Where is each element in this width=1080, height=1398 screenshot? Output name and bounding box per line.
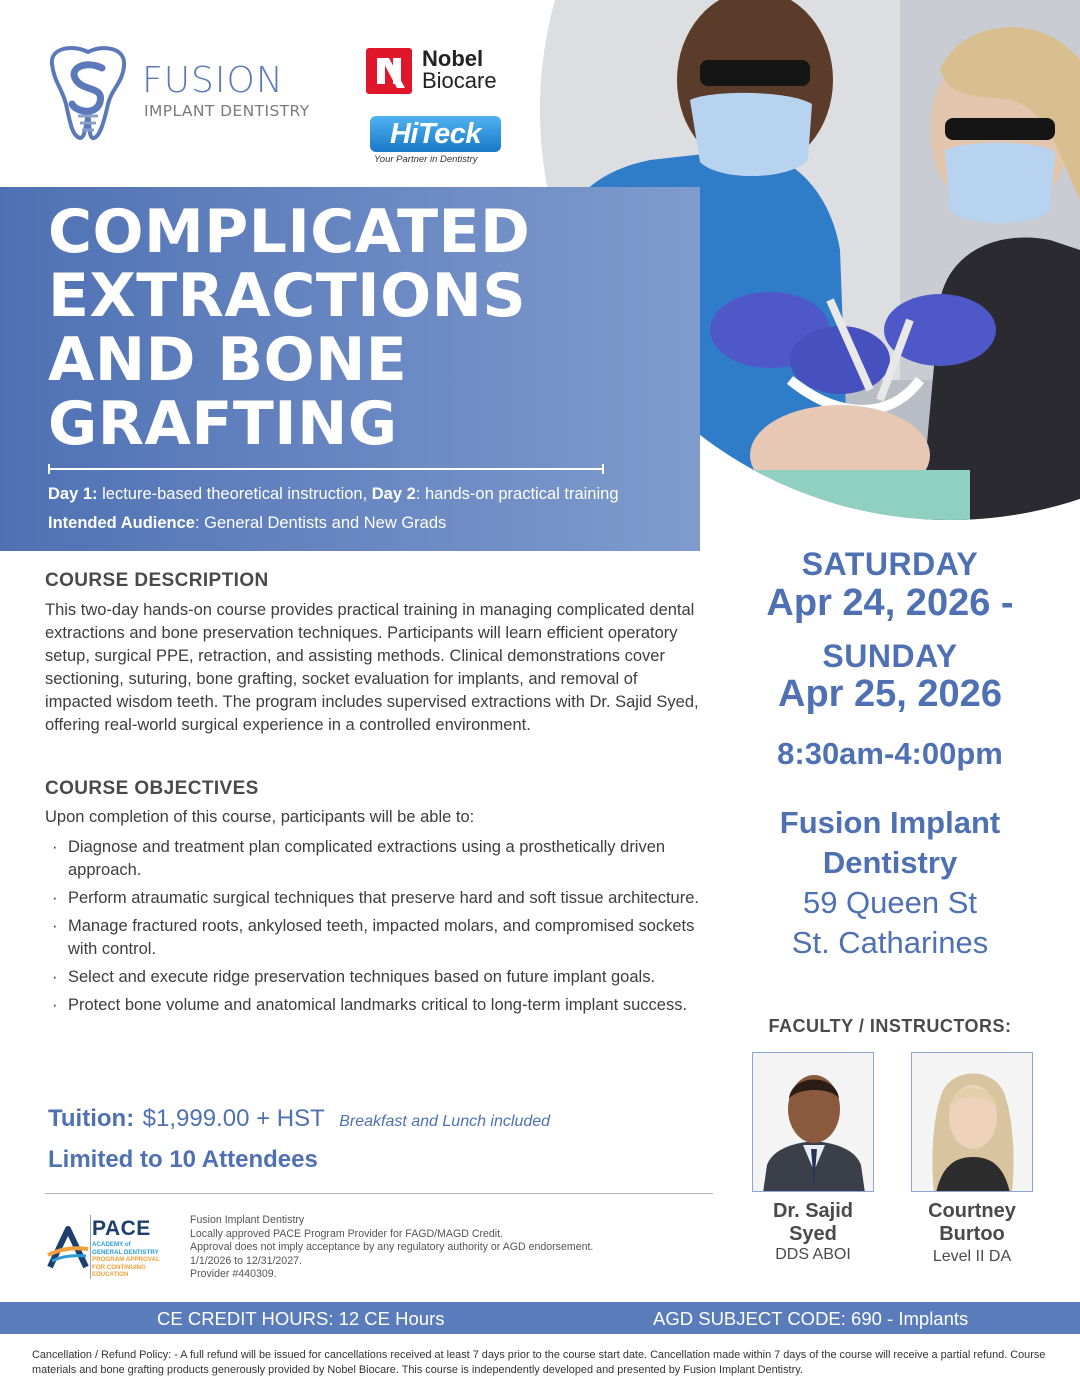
day2-label: Day 2 (371, 485, 416, 503)
list-item: · Select and execute ridge preservation techniques based on future implant goals. (45, 966, 705, 989)
attendee-limit: Limited to 10 Attendees (48, 1146, 318, 1173)
pace-line: Fusion Implant Dentistry (190, 1214, 305, 1226)
day-schedule-line (48, 485, 619, 504)
pace-a-icon (46, 1225, 90, 1269)
pace-sub-line: FOR CONTINUING (92, 1263, 146, 1271)
title-divider (48, 468, 604, 470)
pace-wordmark: PACE (92, 1217, 151, 1240)
course-time: 8:30am-4:00pm (777, 736, 1003, 771)
course-description-heading: COURSE DESCRIPTION (45, 570, 269, 591)
title-line: EXTRACTIONS (48, 261, 527, 331)
tuition-line (48, 1105, 550, 1133)
objectives-intro: Upon completion of this course, participants will be able to: (45, 808, 475, 826)
fusion-subtitle: IMPLANT DENTISTRY (144, 102, 310, 120)
tuition-label: Tuition: (48, 1105, 135, 1132)
fusion-wordmark: FUSION (142, 60, 284, 101)
pace-approval-text (92, 1256, 160, 1279)
fusion-implant-logo (42, 42, 332, 142)
instructor-name-line: Syed (789, 1223, 837, 1245)
pace-approval-statement (190, 1214, 660, 1282)
pace-line: Provider #440309. (190, 1268, 277, 1281)
instructor-name-line: Courtney (928, 1200, 1016, 1222)
nobel-wordmark: Nobel (422, 46, 484, 71)
agd-subject-code: AGD SUBJECT CODE: 690 - Implants (653, 1308, 969, 1329)
city: St. Catharines (791, 925, 989, 960)
course-title (48, 197, 648, 459)
tooth-implant-icon (42, 42, 134, 142)
pace-logo (46, 1215, 178, 1281)
venue-name: Fusion Implant (779, 805, 1001, 840)
ce-credit-hours: CE CREDIT HOURS: 12 CE Hours (157, 1308, 445, 1329)
biocare-wordmark: Biocare (422, 68, 497, 93)
title-line: AND BONE (48, 325, 408, 395)
course-objectives-heading: COURSE OBJECTIVES (45, 778, 259, 799)
day1-text: lecture-based theoretical instruction, (97, 485, 372, 503)
course-description-text: This two-day hands-on course provides practical training in managing complicated dental extractions and bone preservation techniques. Participants will learn efficient operatory setup, surgical PPE, retraction, and assisting methods. Clinical demonstrations cover sectioning, suturing, bone grafting, socket evaluation for implants, and removal of impacted wisdom teeth. The program includes supervised extractions with Dr. Sajid Syed, offering real-world surgical experience in a controlled environment. (45, 601, 699, 734)
street-address: 59 Queen St (802, 885, 978, 920)
list-item: · Protect bone volume and anatomical landmarks critical to long-term implant success. (45, 994, 705, 1017)
credit-bar (0, 1302, 1080, 1334)
pace-line: Approval does not imply acceptance by any regulatory authority or AGD endorsement. (190, 1241, 594, 1254)
day1-label: Day 1: (48, 485, 98, 503)
hiteck-tagline: Your Partner in Dentistry (374, 154, 478, 165)
location-block (712, 803, 1068, 963)
instructor-portrait-syed (752, 1052, 874, 1192)
nobel-n-icon (366, 48, 412, 94)
tuition-price: $1,999.00 + HST (142, 1105, 325, 1132)
nobel-biocare-logo (366, 46, 516, 98)
objectives-list (45, 836, 705, 1022)
tuition-note: Breakfast and Lunch included (339, 1113, 551, 1130)
pace-sub-line: GENERAL DENTISTRY (92, 1248, 159, 1256)
day2-text: : hands-on practical training (415, 485, 619, 503)
instructor-name-burtoo (892, 1200, 1052, 1246)
venue-name: Dentistry (822, 845, 958, 880)
hiteck-wordmark: HiTeck (370, 116, 501, 152)
instructor-credential: Level II DA (932, 1248, 1012, 1265)
instructor-name-syed (733, 1200, 893, 1246)
pace-line: Locally approved PACE Program Provider for FAGD/MAGD Credit. (190, 1227, 504, 1240)
hiteck-logo (370, 116, 505, 168)
instructor-credential: DDS ABOI (775, 1246, 851, 1263)
title-line: COMPLICATED (48, 197, 531, 267)
pace-academy-text (92, 1241, 159, 1256)
instructor-name-line: Dr. Sajid (772, 1200, 854, 1222)
list-item: · Perform atraumatic surgical techniques that preserve hard and soft tissue architecture. (45, 887, 705, 910)
start-date: Apr 24, 2026 - (766, 582, 1014, 624)
list-item: · Manage fractured roots, ankylosed teeth, impacted molars, and compromised sockets with control. (45, 915, 705, 961)
pace-sub-line: ACADEMY of (92, 1241, 131, 1248)
pace-line: 1/1/2026 to 12/31/2027. (190, 1254, 302, 1267)
audience-text: : General Dentists and New Grads (195, 514, 447, 532)
instructor-portrait-burtoo (911, 1052, 1033, 1192)
list-item: · Diagnose and treatment plan complicated extractions using a prosthetically driven approach. (45, 836, 705, 882)
audience-line (48, 514, 446, 533)
start-day: SATURDAY (801, 546, 979, 582)
pace-sub-line: PROGRAM APPROVAL (92, 1256, 160, 1263)
audience-label: Intended Audience (48, 514, 195, 532)
end-day: SUNDAY (822, 638, 958, 674)
section-divider (45, 1193, 713, 1194)
pace-sub-line: EDUCATION (92, 1271, 129, 1278)
instructor-name-line: Burtoo (939, 1223, 1005, 1245)
end-date: Apr 25, 2026 (778, 673, 1002, 715)
faculty-heading: FACULTY / INSTRUCTORS: (768, 1016, 1012, 1036)
cancellation-policy: Cancellation / Refund Policy: - A full refund will be issued for cancellations received at least 7 days prior to the course start date. Cancellation made within 7 days of the course will receive a partial refund. Course materials and bone grafting products generously provided by Nobel Biocare. This course is independently developed and presented by Fusion Implant Dentistry. (32, 1349, 1046, 1376)
title-line: GRAFTING (48, 389, 398, 459)
